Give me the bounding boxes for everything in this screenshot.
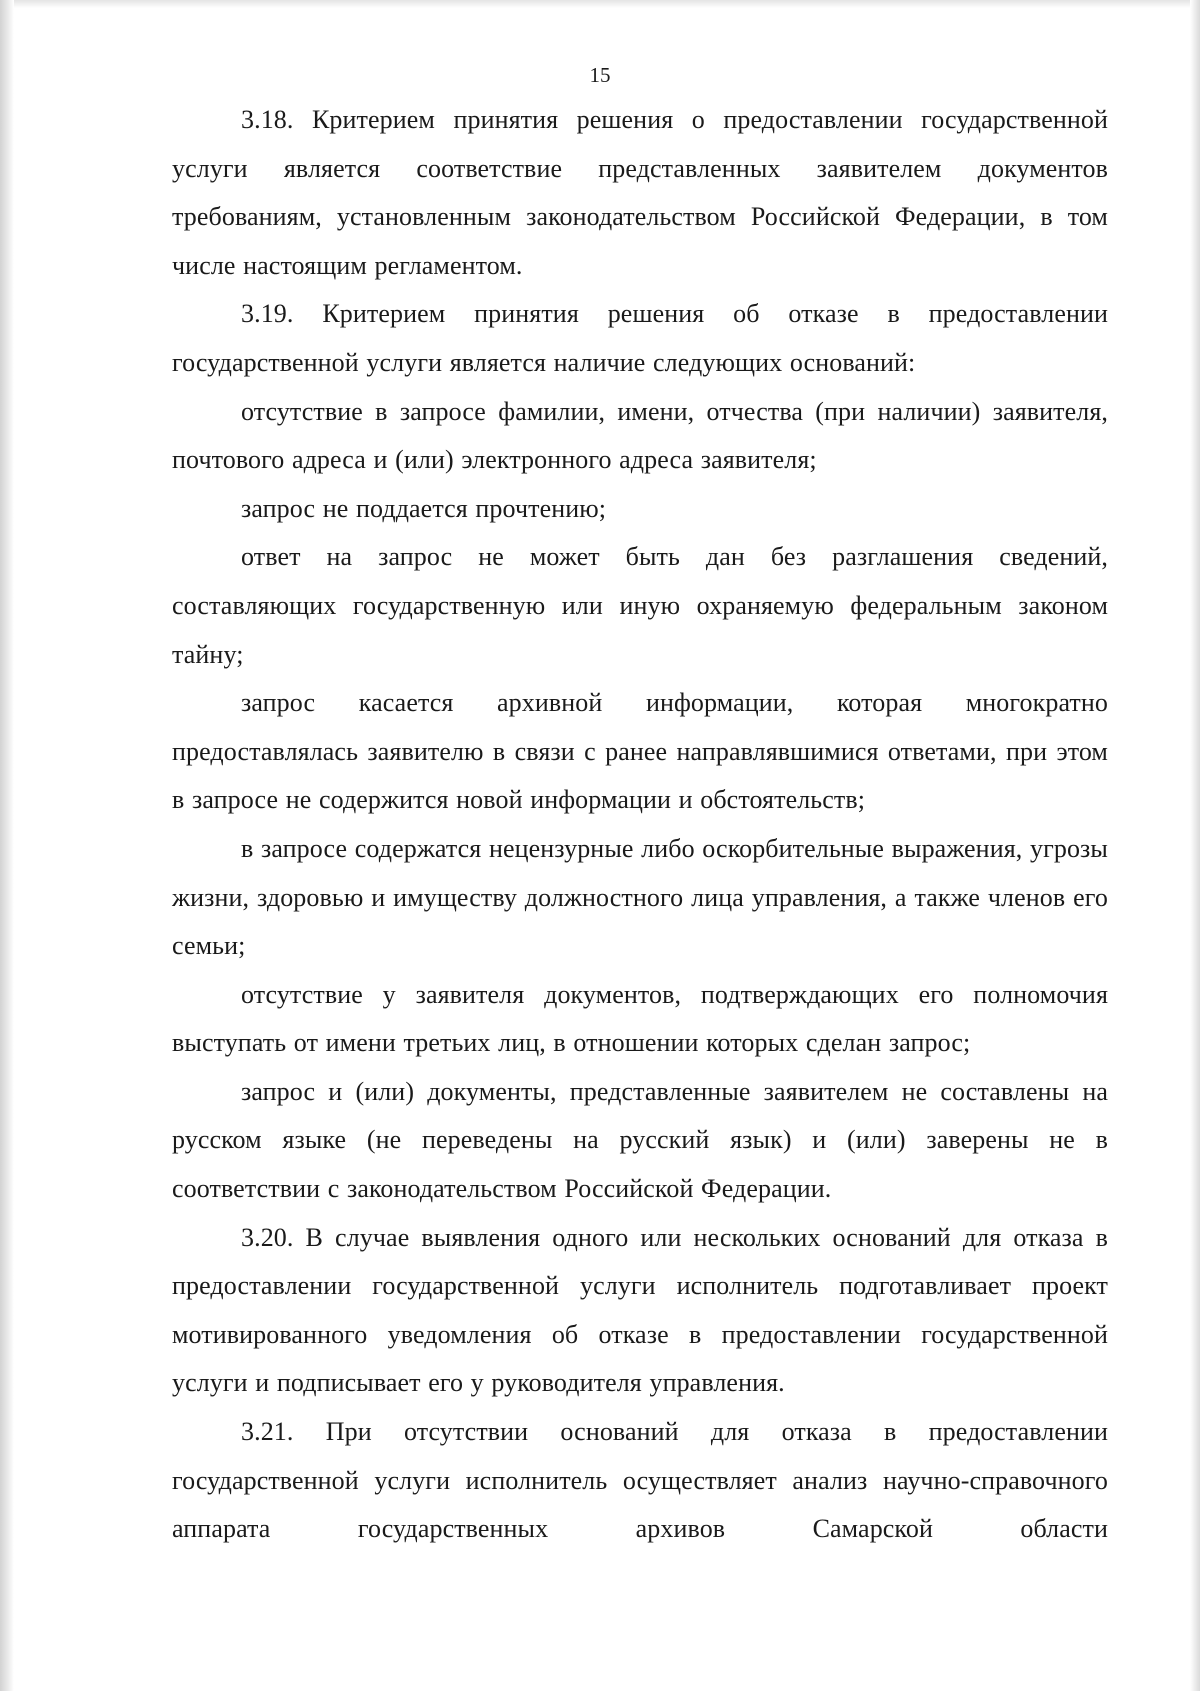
paragraph-3-19: 3.19. Критерием принятия решения об отказе в предоставлении государственной услуги является наличие следующих оснований: — [172, 299, 1108, 377]
refusal-ground-no-authority: отсутствие у заявителя документов, подтверждающих его полномочия выступать от имени третьих лиц, в отношении которых сделан запрос; — [172, 979, 1108, 1058]
scan-edge-top — [0, 0, 1200, 8]
refusal-ground-offensive-language: в запросе содержатся нецензурные либо оскорбительные выражения, угрозы жизни, здоровью и имуществу должностного лица управления, а также членов его семьи; — [172, 833, 1108, 961]
page-number: 15 — [589, 63, 611, 87]
refusal-ground-unreadable: запрос не поддается прочтению; — [241, 493, 607, 523]
scan-edge-left — [0, 0, 14, 1691]
refusal-ground-repeated-request: запрос касается архивной информации, которая многократно предоставлялась заявителю в связи с ранее направлявшимися ответами, при этом в запросе не содержится новой информации и обстоятельств; — [172, 688, 1108, 815]
paragraph-3-21: 3.21. При отсутствии оснований для отказа в предоставлении государственной услуги исполнитель осуществляет анализ научно-справочного аппарата государственных архивов Самарской области — [172, 1417, 1108, 1544]
paragraph-3-20: 3.20. В случае выявления одного или нескольких оснований для отказа в предоставлении государственной услуги исполнитель подготавливает проект мотивированного уведомления об отказе в предоставлении государственной услуги и подписывает его у руководителя управления. — [172, 1222, 1108, 1398]
page-body — [172, 96, 1108, 1554]
refusal-ground-missing-name-address: отсутствие в запросе фамилии, имени, отчества (при наличии) заявителя, почтового адреса и (или) электронного адреса заявителя; — [172, 396, 1108, 475]
refusal-ground-secret-info: ответ на запрос не может быть дан без разглашения сведений, составляющих государственную или иную охраняемую федеральным законом тайну; — [172, 542, 1108, 669]
paragraph-3-18: 3.18. Критерием принятия решения о предоставлении государственной услуги является соответствие представленных заявителем документов требованиям, установленным законодательством Российской Федерации, в том числе настоящим регламентом. — [172, 105, 1108, 280]
scan-edge-right — [1190, 0, 1200, 1691]
refusal-ground-language-certification: запрос и (или) документы, представленные заявителем не составлены на русском языке (не переведены на русский язык) и (или) заверены не в соответствии с законодательством Российской Федерации. — [172, 1076, 1108, 1204]
